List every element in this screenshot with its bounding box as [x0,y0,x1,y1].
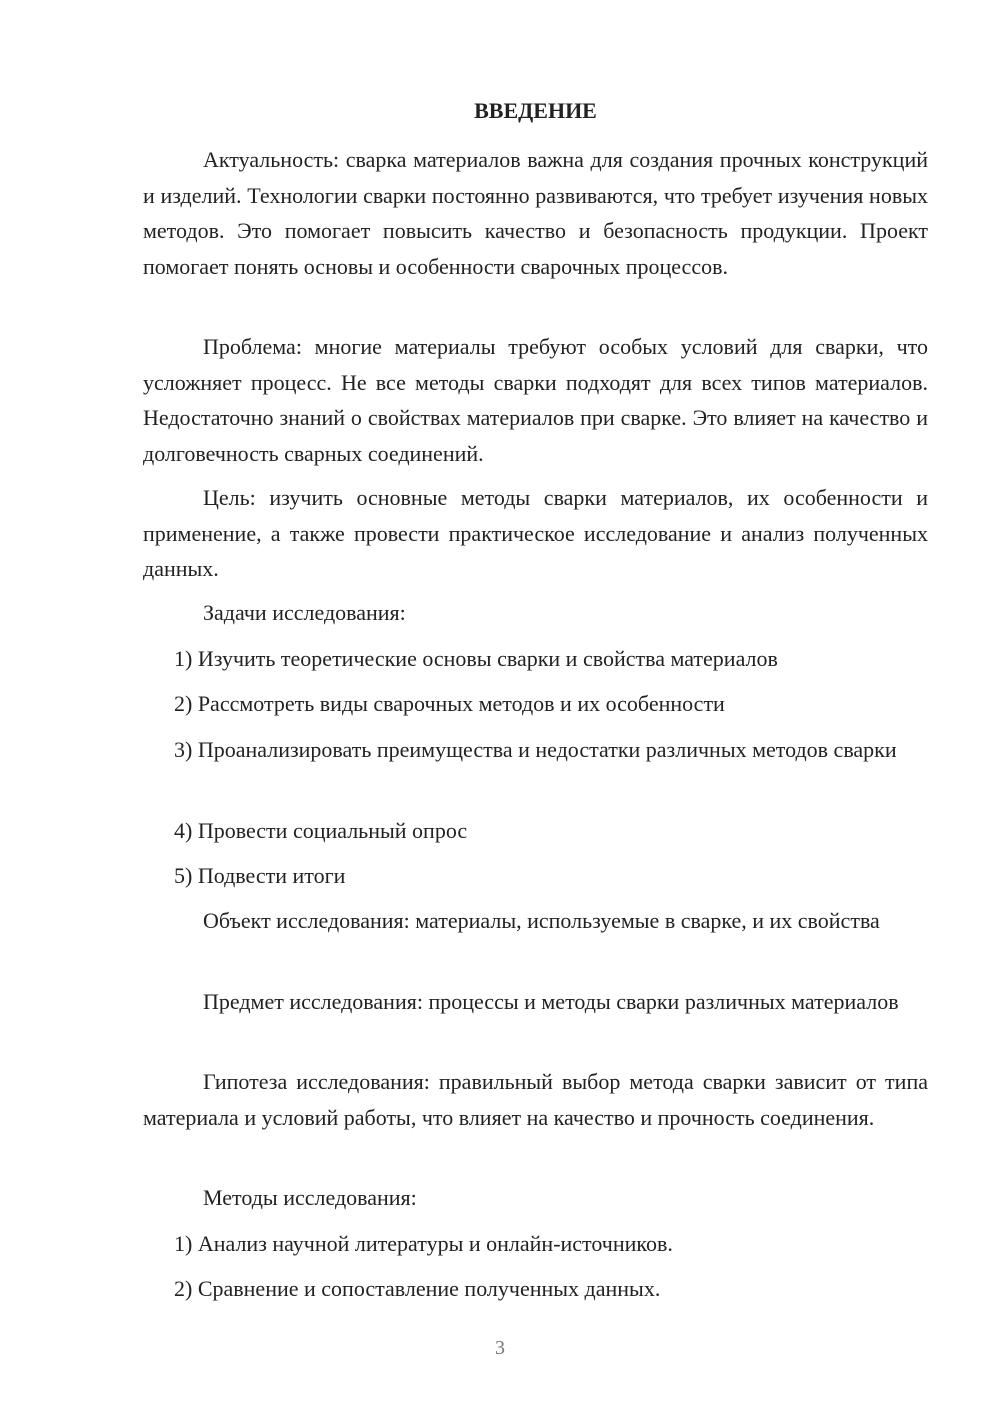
hypothesis-paragraph: Гипотеза исследования: правильный выбор метода сварки зависит от типа материала и условий работы, что влияет на качество и прочность соединения. [143,1069,928,1130]
page-number: 3 [495,1337,505,1359]
problem-paragraph: Проблема: многие материалы требуют особых условий для сварки, что усложняет процесс. Не все методы сварки подходят для всех типов материалов. Недостаточно знаний о свойствах материалов при сварке. Это влияет на качество и долговечность сварных соединений. [143,334,928,466]
task-item-5: 5) Подвести итоги [174,863,346,888]
task-item-2: 2) Рассмотреть виды сварочных методов и их особенности [174,691,725,716]
task-item-4: 4) Провести социальный опрос [174,818,468,843]
methods-heading: Методы исследования: [203,1185,417,1210]
subject-paragraph: Предмет исследования: процессы и методы сварки различных материалов [203,989,899,1014]
task-item-3: 3) Проанализировать преимущества и недостатки различных методов сварки [174,737,897,762]
page-title: ВВЕДЕНИЕ [474,98,597,123]
object-paragraph: Объект исследования: материалы, используемые в сварке, и их свойства [203,908,880,933]
tasks-heading: Задачи исследования: [203,600,406,625]
task-item-1: 1) Изучить теоретические основы сварки и свойства материалов [174,646,778,671]
method-item-1: 1) Анализ научной литературы и онлайн-источников. [174,1231,673,1256]
relevance-paragraph: Актуальность: сварка материалов важна для создания прочных конструкций и изделий. Технологии сварки постоянно развиваются, что требует изучения новых методов. Это помогает повысить качество и безопасность продукции. Проект помогает понять основы и особенности сварочных процессов. [143,147,928,279]
goal-paragraph: Цель: изучить основные методы сварки материалов, их особенности и применение, а также провести практическое исследование и анализ полученных данных. [143,485,928,581]
method-item-2: 2) Сравнение и сопоставление полученных данных. [174,1276,661,1301]
